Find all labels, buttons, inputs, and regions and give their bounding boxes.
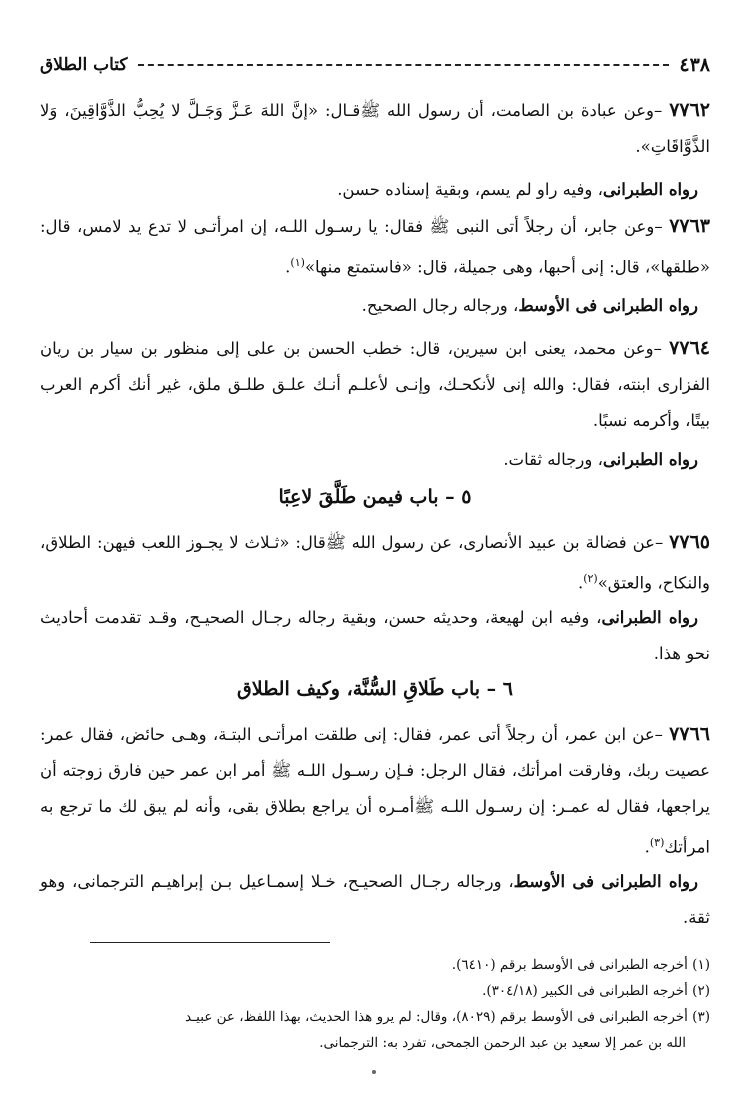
footnotes [40,952,710,1056]
hadith-body: –وعن محمد، يعنى ابن سيرين، قال: خطب الحسن بن على إلى منظور بن سيار بن ريان الفزارى ابنته، فقال: والله إنى لأنكحـك، وإنـى لأعلـم أنـك علـق طلـق ملق، غير أنك أكرم العرب بيتًا، وأكرمه نسبًا. [40,339,710,430]
source-7762 [40,172,710,208]
footnote-1: (١) أخرجه الطبرانى فى الأوسط برقم (٦٤١٠). [451,957,710,973]
page-number: ٤٣٨ [679,54,710,76]
footnote-ref[interactable]: (٢) [583,572,598,585]
source-rest: ، ورجاله رجـال الصحيـح، خـلا إسمـاعيل بـن إبراهيـم الترجمانى، وهو ثقة. [40,872,710,927]
hadith-end: . [644,837,650,857]
source-line [40,172,710,208]
running-header [40,52,710,78]
footnote-3-continuation: الله بن عمر إلا سعيد بن عبد الرحمن الجمحى، تفرد به: الترجمانى. [319,1035,686,1051]
source-bold: رواه الطبرانى [602,450,698,469]
hadith-text [40,716,710,866]
source-bold: رواه الطبرانى [602,180,698,199]
footnote-divider [90,942,330,943]
hadith-number: ٧٧٦٤ [669,337,710,359]
source-line [40,864,710,936]
source-line [40,288,710,324]
source-rest: ، وفيه ابن لهيعة، وحديثه حسن، وبقية رجاله رجـال الصحيـح، وقـد تقدمت أحاديث نحو هذا. [40,608,710,663]
hadith-body: –وعن جابر، أن رجلاً أتى النبى ﷺ فقال: يا رسـول اللـه، إن امرأتـى لا تدع يد لامس، قال: «طلقها»، قال: إنى أحبها، وهى جميلة، قال: «فاستمتع منها» [40,217,710,277]
hadith-end: . [577,573,584,593]
hadith-end: . [285,257,291,277]
hadith-text [40,208,710,286]
hadith-number: ٧٧٦٦ [669,723,710,745]
hadith-text [40,330,710,439]
source-rest: ، ورجاله ثقات. [503,450,603,469]
hadith-body: –وعن عبادة بن الصامت، أن رسول الله ﷺقـال: «إنَّ اللهَ عَـزَّ وَجَـلَّ لا يُحِبُّ الذَّوَّاقِينَ، وَلا الذَّوَّاقَاتِ». [40,101,710,156]
source-rest: ، وفيه راو لم يسم، وبقية إسناده حسن. [337,180,603,199]
hadith-body: –عن فضالة بن عبيد الأنصارى، عن رسول الله ﷺقال: «ثـلاث لا يجـوز اللعب فيهن: الطلاق، والنكاح، والعتق» [40,533,710,593]
source-7765 [40,600,710,672]
source-7766 [40,864,710,936]
source-bold: رواه الطبرانى فى الأوسط [513,872,698,891]
chapter-heading-5: ٥ – باب فيمن طَلَّقَ لاعِبًا [278,486,472,508]
source-rest: ، ورجاله رجال الصحيح. [361,296,519,315]
footnote-ref[interactable]: (٣) [649,836,665,849]
source-7763 [40,288,710,324]
book-title: كتاب الطلاق [40,55,128,75]
footnote-2: (٢) أخرجه الطبرانى فى الكبير (٣٠٤/١٨). [482,983,710,999]
hadith-text [40,92,710,165]
source-line [40,442,710,478]
hadith-7765 [40,524,710,602]
hadith-7764 [40,330,710,439]
source-bold: رواه الطبرانى فى الأوسط [518,296,698,315]
hadith-number: ٧٧٦٣ [669,215,711,237]
source-line [40,600,710,672]
hadith-number: ٧٧٦٥ [669,531,710,553]
chapter-heading-6: ٦ – باب طَلاقِ السُّنَّة، وكيف الطلاق [237,678,513,700]
header-rule [138,64,670,66]
hadith-text [40,524,710,602]
hadith-7766 [40,716,710,866]
page-ornament-dot [372,1070,376,1074]
hadith-7762 [40,92,710,165]
hadith-7763 [40,208,710,286]
hadith-body: –عن ابن عمر، أن رجلاً أتى عمر، فقال: إنى طلقت امرأتـى البتـة، وهـى حائض، فقال عمر: عصيت ربك، وفارقت امرأتك، فقال الرجل: فـإن رسـول اللـه ﷺ أمر ابن عمر حين فارق زوجته أن يراجعها، فقال له عمـر: إن رسـول اللـه ﷺأمـره أن يراجع بطلاق بقى، وأنه لم يبق لك ما ترجع به امرأتك [40,725,710,857]
hadith-number: ٧٧٦٢ [669,99,711,121]
footnote-ref[interactable]: (١) [290,256,305,269]
source-7764 [40,442,710,478]
source-bold: رواه الطبرانى [601,608,698,627]
footnote-3: (٣) أخرجه الطبرانى فى الأوسط برقم (٨٠٢٩)، وقال: لم يرو هذا الحديث، بهذا اللفظ، عن عبيـد [185,1009,710,1025]
